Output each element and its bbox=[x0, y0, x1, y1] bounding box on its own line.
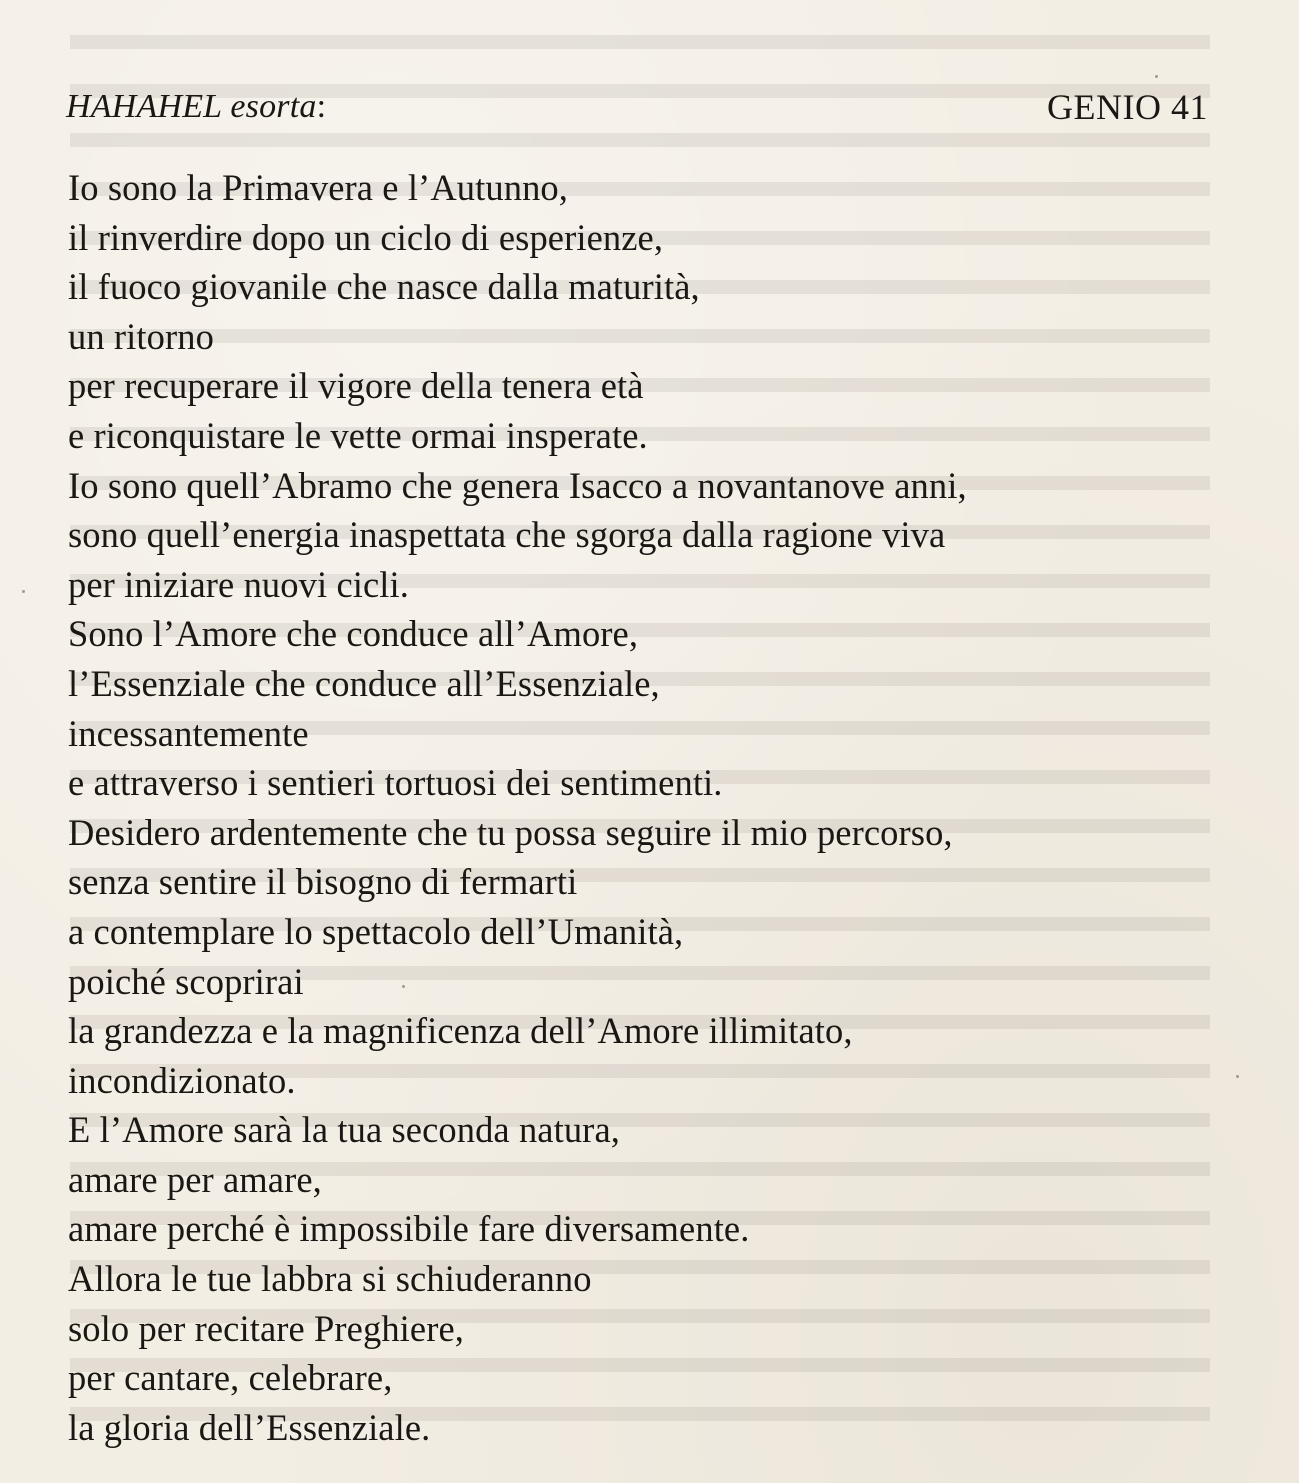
poem-line: l’Essenziale che conduce all’Essenziale, bbox=[68, 662, 660, 704]
paper-speck bbox=[402, 985, 405, 988]
poem-line: a contemplare lo spettacolo dell’Umanità, bbox=[68, 910, 684, 952]
poem-line: E l’Amore sarà la tua seconda natura, bbox=[68, 1109, 620, 1151]
poem-line: incessantemente bbox=[68, 712, 309, 754]
speaker-heading bbox=[66, 88, 326, 126]
poem-text bbox=[68, 163, 1228, 1452]
poem-line: poiché scoprirai bbox=[68, 960, 304, 1002]
poem-line: Io sono quell’Abramo che genera Isacco a novantanove anni, bbox=[68, 464, 967, 506]
poem-line: e attraverso i sentieri tortuosi dei sentimenti. bbox=[68, 762, 723, 804]
poem-line: il rinverdire dopo un ciclo di esperienze, bbox=[68, 216, 664, 258]
poem-line: per iniziare nuovi cicli. bbox=[68, 563, 409, 605]
poem-line: la gloria dell’Essenziale. bbox=[68, 1406, 431, 1448]
poem-line: per recuperare il vigore della tenera età bbox=[68, 365, 644, 407]
poem-line: senza sentire il bisogno di fermarti bbox=[68, 861, 578, 903]
poem-line: solo per recitare Preghiere, bbox=[68, 1307, 464, 1349]
poem-line: sono quell’energia inaspettata che sgorga dalla ragione viva bbox=[68, 514, 946, 556]
poem-line: la grandezza e la magnificenza dell’Amore illimitato, bbox=[68, 1010, 853, 1052]
speaker-colon: : bbox=[316, 88, 327, 125]
poem-line: Allora le tue labbra si schiuderanno bbox=[68, 1258, 592, 1300]
poem-line: amare per amare, bbox=[68, 1158, 322, 1200]
poem-line: Desidero ardentemente che tu possa seguire il mio percorso, bbox=[68, 811, 953, 853]
paper-speck bbox=[22, 590, 25, 593]
poem-line: un ritorno bbox=[68, 315, 214, 357]
poem-line: amare perché è impossibile fare diversamente. bbox=[68, 1208, 750, 1250]
poem-line: Io sono la Primavera e l’Autunno, bbox=[68, 167, 568, 208]
poem-line: incondizionato. bbox=[68, 1059, 296, 1101]
paper-speck bbox=[1155, 75, 1158, 78]
poem-line: il fuoco giovanile che nasce dalla maturità, bbox=[68, 266, 700, 308]
speaker-name: HAHAHEL esorta bbox=[66, 88, 317, 125]
poem-line: e riconquistare le vette ormai insperate. bbox=[68, 414, 648, 456]
page-header bbox=[66, 88, 1208, 138]
genius-number: GENIO 41 bbox=[1047, 87, 1208, 127]
poem-line: per cantare, celebrare, bbox=[68, 1357, 393, 1399]
poem-line: Sono l’Amore che conduce all’Amore, bbox=[68, 613, 639, 655]
paper-speck bbox=[1236, 1075, 1239, 1078]
